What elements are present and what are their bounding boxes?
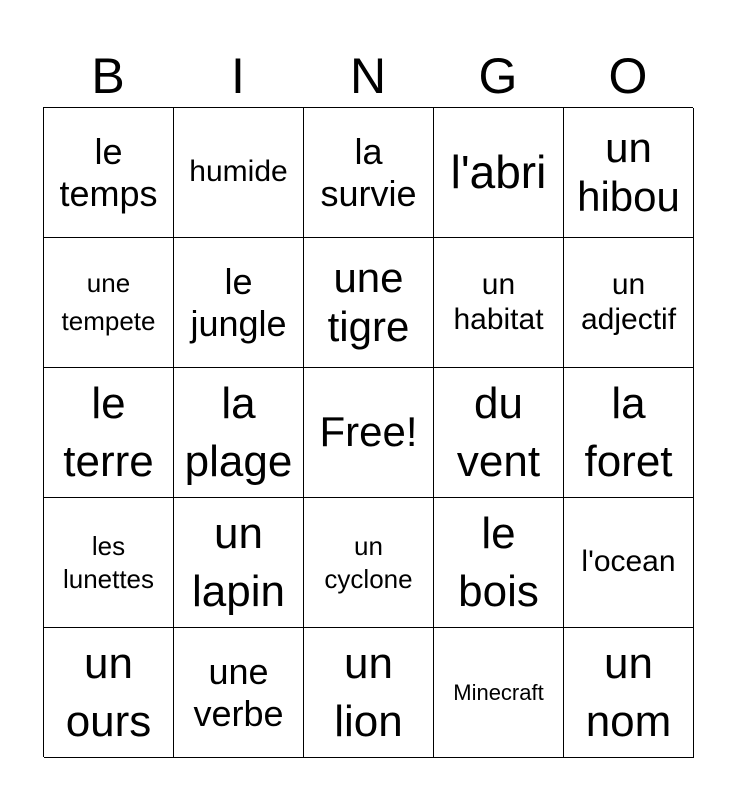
bingo-cell[interactable] xyxy=(44,628,174,758)
free-space[interactable] xyxy=(304,368,434,498)
header-letter-n: N xyxy=(349,48,387,104)
bingo-cell[interactable] xyxy=(174,238,304,368)
bingo-cell[interactable] xyxy=(174,108,304,238)
bingo-cell[interactable] xyxy=(564,628,694,758)
bingo-cell[interactable] xyxy=(564,238,694,368)
bingo-cell[interactable] xyxy=(304,238,434,368)
cell-text: la plage xyxy=(184,379,293,486)
bingo-cell[interactable] xyxy=(304,108,434,238)
bingo-cell[interactable] xyxy=(44,108,174,238)
cell-text: du vent xyxy=(456,379,541,486)
cell-text: humide xyxy=(189,155,288,189)
bingo-cell[interactable] xyxy=(434,238,564,368)
bingo-cell[interactable] xyxy=(564,368,694,498)
cell-text: la foret xyxy=(584,379,673,486)
cell-text: une verbe xyxy=(193,651,284,734)
bingo-cell[interactable] xyxy=(304,628,434,758)
cell-text: l'abri xyxy=(450,146,547,199)
header-letter-i: I xyxy=(231,48,245,104)
bingo-cell[interactable] xyxy=(44,498,174,628)
cell-text: un hibou xyxy=(577,124,680,220)
bingo-cell[interactable] xyxy=(434,498,564,628)
bingo-cell[interactable] xyxy=(174,628,304,758)
cell-text: la survie xyxy=(320,131,417,214)
cell-text: un lapin xyxy=(192,509,285,616)
header-letter-g: G xyxy=(478,48,518,104)
cell-text: l'ocean xyxy=(581,545,676,579)
cell-text: le jungle xyxy=(190,261,287,344)
bingo-cell[interactable] xyxy=(434,628,564,758)
header-letter-o: O xyxy=(608,48,648,104)
bingo-cell[interactable] xyxy=(564,498,694,628)
bingo-cell[interactable] xyxy=(564,108,694,238)
bingo-board xyxy=(43,107,693,757)
cell-text: les lunettes xyxy=(62,531,155,594)
cell-text: un habitat xyxy=(453,268,544,336)
bingo-cell[interactable] xyxy=(304,498,434,628)
cell-text: un nom xyxy=(585,639,672,746)
bingo-cell[interactable] xyxy=(434,108,564,238)
bingo-cell[interactable] xyxy=(44,238,174,368)
cell-text: une tigre xyxy=(327,254,410,350)
cell-text: Free! xyxy=(319,408,418,456)
cell-text: un ours xyxy=(65,639,152,746)
cell-text: un adjectif xyxy=(580,268,677,336)
bingo-cell[interactable] xyxy=(434,368,564,498)
cell-text: le bois xyxy=(458,509,539,616)
cell-text: le temps xyxy=(59,131,158,214)
cell-text: une tempete xyxy=(61,267,156,336)
cell-text: le terre xyxy=(63,379,154,486)
bingo-cell[interactable] xyxy=(174,368,304,498)
cell-text: un cyclone xyxy=(324,531,413,594)
cell-text: un lion xyxy=(334,639,403,746)
cell-text: Minecraft xyxy=(453,679,544,705)
header-letter-b: B xyxy=(91,48,125,104)
bingo-cell[interactable] xyxy=(44,368,174,498)
bingo-header xyxy=(43,46,693,106)
bingo-cell[interactable] xyxy=(174,498,304,628)
